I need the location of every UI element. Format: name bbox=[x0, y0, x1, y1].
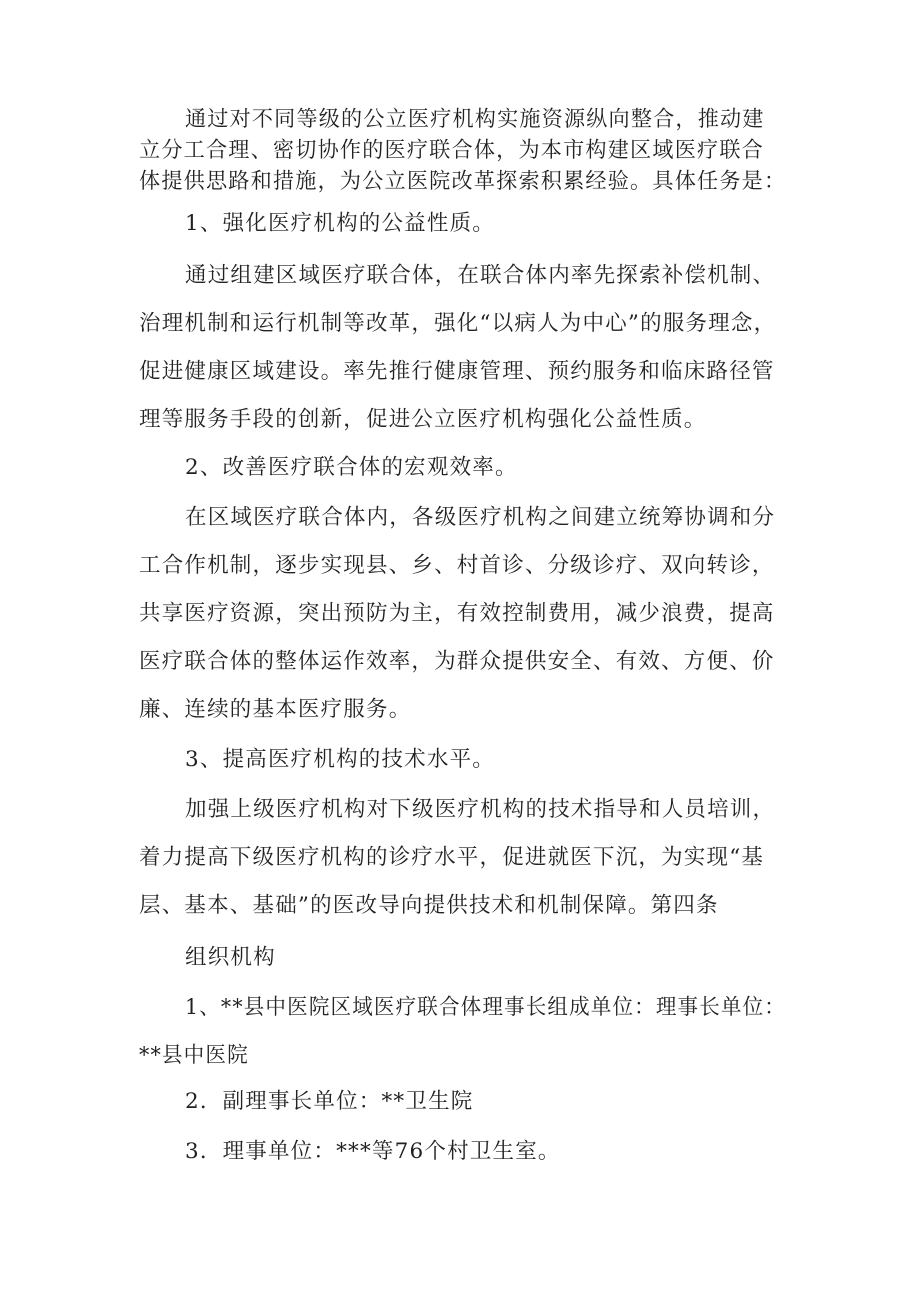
text-line: 层、基本、基础”的医改导向提供技术和机制保障。第四条 bbox=[139, 893, 719, 918]
section-title bbox=[185, 934, 276, 982]
item-3-heading bbox=[185, 736, 495, 784]
text-line: 3、提高医疗机构的技术水平。 bbox=[185, 747, 495, 772]
text-line: 1、**县中医院区域医疗联合体理事长组成单位：理事长单位： bbox=[185, 995, 786, 1020]
text-line: 工合作机制，逐步实现县、乡、村首诊、分级诊疗、双向转诊， bbox=[139, 553, 775, 578]
text-line: 在区域医疗联合体内，各级医疗机构之间建立统筹协调和分 bbox=[185, 505, 776, 530]
text-line: 共享医疗资源，突出预防为主，有效控制费用，减少浪费，提高 bbox=[139, 601, 775, 626]
text-line: 加强上级医疗机构对下级医疗机构的技术指导和人员培训， bbox=[185, 797, 776, 822]
text-line: 体提供思路和措施，为公立医院改革探索积累经验。具体任务是： bbox=[139, 169, 787, 194]
text-line: 立分工合理、密切协作的医疗联合体，为本市构建区域医疗联合 bbox=[139, 138, 764, 163]
text-line: 理等服务手段的创新，促进公立医疗机构强化公益性质。 bbox=[139, 407, 707, 432]
text-line: 1、强化医疗机构的公益性质。 bbox=[185, 211, 495, 236]
org-item-1 bbox=[139, 984, 814, 1080]
text-line: 治理机制和运行机制等改革，强化“以病人为中心”的服务理念， bbox=[139, 311, 777, 336]
text-line: 廉、连续的基本医疗服务。 bbox=[139, 697, 412, 722]
text-line: 通过对不同等级的公立医疗机构实施资源纵向整合，推动建 bbox=[185, 107, 765, 132]
text-line: 3．理事单位：***等76个村卫生室。 bbox=[185, 1139, 561, 1164]
text-line: 通过组建区域医疗联合体，在联合体内率先探索补偿机制、 bbox=[185, 263, 776, 288]
item-1-paragraph bbox=[139, 252, 776, 444]
item-3-paragraph bbox=[139, 786, 775, 930]
item-2-paragraph bbox=[139, 494, 775, 734]
text-line: 着力提高下级医疗机构的诊疗水平，促进就医下沉，为实现“基 bbox=[139, 845, 765, 870]
text-line: **县中医院 bbox=[139, 1043, 249, 1068]
item-2-heading bbox=[185, 444, 518, 492]
text-line: 2．副理事长单位：**卫生院 bbox=[185, 1089, 474, 1114]
text-line: 促进健康区域建设。率先推行健康管理、预约服务和临床路径管 bbox=[139, 359, 775, 384]
org-item-2 bbox=[185, 1078, 473, 1126]
text-line: 组织机构 bbox=[185, 945, 276, 970]
item-1-heading bbox=[185, 200, 495, 248]
text-line: 2、改善医疗联合体的宏观效率。 bbox=[185, 455, 518, 480]
intro-paragraph bbox=[139, 104, 797, 197]
org-item-3 bbox=[185, 1128, 561, 1176]
text-line: 医疗联合体的整体运作效率，为群众提供安全、有效、方便、价 bbox=[139, 649, 775, 674]
